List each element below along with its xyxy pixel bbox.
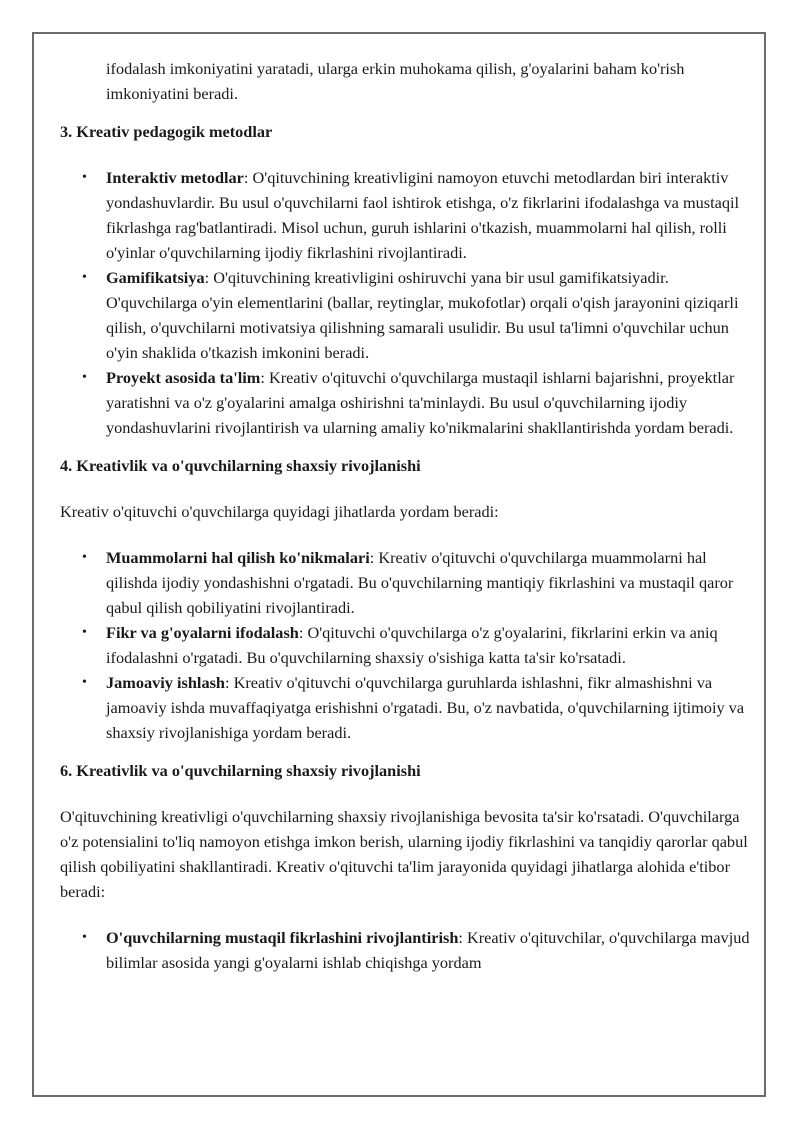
section-heading: 4. Kreativlik va o'quvchilarning shaxsiy rivojlanishi bbox=[60, 456, 421, 475]
item-term: Muammolarni hal qilish ko'nikmalari bbox=[106, 548, 370, 567]
bullet-icon: • bbox=[82, 550, 87, 565]
bullet-icon: • bbox=[82, 170, 87, 185]
list-item bbox=[60, 165, 750, 265]
item-text: : Kreativ o'qituvchi o'quvchilarga guruhlarda ishlashni, fikr almashishni va jamoaviy ishda muvaffaqiyatga erishishni o'rgatadi. Bu, o'z navbatida, o'quvchilarning ijtimoiy va shaxsiy rivojlanishiga yordam beradi. bbox=[106, 673, 745, 742]
section-heading: 3. Kreativ pedagogik metodlar bbox=[60, 122, 273, 141]
bullet-icon: • bbox=[82, 270, 87, 285]
section-heading: 6. Kreativlik va o'quvchilarning shaxsiy rivojlanishi bbox=[60, 761, 421, 780]
list-item bbox=[60, 925, 750, 975]
item-term: Gamifikatsiya bbox=[106, 268, 205, 287]
item-text: : O'qituvchining kreativligini namoyon etuvchi metodlardan biri interaktiv yondashuvlardir. Bu usul o'quvchilarni faol ishtirok etishga, o'z fikrlarini ifodalashga va mustaqil fikrlashga rag'batlantiradi. Misol uchun, guruh ishlarini o'tkazish, muammolarni hal qilish, rolli o'yinlar o'quvchilarning ijodiy fikrlashini rivojlantiradi. bbox=[106, 168, 740, 262]
continuation-paragraph: ifodalash imkoniyatini yaratadi, ularga erkin muhokama qilish, g'oyalarini baham ko'rish imkoniyatini beradi. bbox=[106, 59, 685, 103]
section-intro: Kreativ o'qituvchi o'quvchilarga quyidagi jihatlarda yordam beradi: bbox=[60, 502, 499, 521]
item-term: Proyekt asosida ta'lim bbox=[106, 368, 261, 387]
item-term: O'quvchilarning mustaqil fikrlashini rivojlantirish bbox=[106, 928, 459, 947]
bullet-icon: • bbox=[82, 930, 87, 945]
item-term: Jamoaviy ishlash bbox=[106, 673, 225, 692]
item-text: : O'qituvchi o'quvchilarga o'z g'oyalarini, fikrlarini erkin va aniq ifodalashni o'rgatadi. Bu o'quvchilarning shaxsiy o'sishiga katta ta'sir ko'rsatadi. bbox=[106, 623, 718, 667]
item-text: : O'qituvchining kreativligini oshiruvchi yana bir usul gamifikatsiyadir. O'quvchilarga o'yin elementlarini (ballar, reytinglar, mukofotlar) orqali o'qish jarayonini qiziqarli qilish, o'quvchilarni motivatsiya qilishning samarali usulidir. Bu usul ta'limni o'quvchilar uchun o'yin shaklida o'tkazish imkonini beradi. bbox=[106, 268, 739, 362]
item-text: : Kreativ o'qituvchilar, o'quvchilarga mavjud bilimlar asosida yangi g'oyalarni ishlab chiqishga yordam bbox=[106, 928, 750, 972]
list-item bbox=[60, 545, 750, 620]
bullet-icon: • bbox=[82, 625, 87, 640]
bullet-icon: • bbox=[82, 370, 87, 385]
section-intro: O'qituvchining kreativligi o'quvchilarning shaxsiy rivojlanishiga bevosita ta'sir ko'rsatadi. O'quvchilarga o'z potensialini to'liq namoyon etishga imkon berish, ularning ijodiy fikrlashini va tanqidiy qarorlar qabul qilish qobiliyatini shakllantiradi. Kreativ o'qituvchi ta'lim jarayonida quyidagi jihatlarga alohida e'tibor beradi: bbox=[60, 807, 748, 901]
item-term: Fikr va g'oyalarni ifodalash bbox=[106, 623, 299, 642]
bullet-list bbox=[60, 545, 750, 745]
list-item bbox=[60, 670, 750, 745]
document-page bbox=[32, 32, 766, 1097]
item-term: Interaktiv metodlar bbox=[106, 168, 244, 187]
list-item bbox=[60, 365, 750, 440]
document-content bbox=[60, 56, 750, 988]
list-item bbox=[60, 265, 750, 365]
item-text: : Kreativ o'qituvchi o'quvchilarga mustaqil ishlarni bajarishni, proyektlar yaratishni va o'z g'oyalarini amalga oshirishni ta'minlaydi. Bu usul o'quvchilarning ijodiy yondashuvlarini rivojlantirish va ularning amaliy ko'nikmalarini shakllantirishda yordam beradi. bbox=[106, 368, 735, 437]
bullet-icon: • bbox=[82, 675, 87, 690]
bullet-list bbox=[60, 165, 750, 440]
list-item bbox=[60, 620, 750, 670]
bullet-list bbox=[60, 925, 750, 975]
item-text: : Kreativ o'qituvchi o'quvchilarga muammolarni hal qilishda ijodiy yondashishni o'rgatadi. Bu o'quvchilarning mantiqiy fikrlashini va mustaqil qaror qabul qilish qobiliyatini rivojlantiradi. bbox=[106, 548, 734, 617]
